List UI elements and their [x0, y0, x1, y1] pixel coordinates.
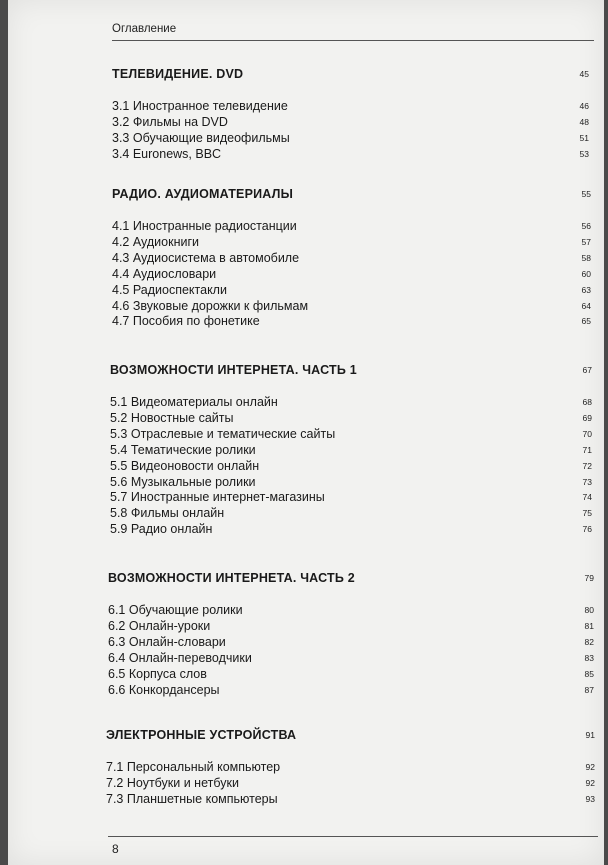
toc-item-label: 4.4 Аудиословари — [112, 266, 217, 281]
toc-item-label: 5.9 Радио онлайн — [110, 522, 213, 537]
toc-item-label: 5.2 Новостные сайты — [110, 410, 234, 425]
toc-item — [106, 759, 595, 775]
toc-item-label: 6.1 Обучающие ролики — [108, 603, 243, 617]
toc-item-label: 7.2 Ноутбуки и нетбуки — [106, 775, 239, 790]
toc-item — [112, 282, 591, 298]
footer-rule — [108, 836, 598, 837]
chapter-page-number: 67 — [582, 365, 592, 375]
toc-item-label: 4.1 Иностранные радиостанции — [112, 219, 297, 233]
toc-item — [108, 650, 594, 666]
toc-item — [110, 394, 592, 410]
toc-item — [112, 218, 591, 234]
chapter-title: ЭЛЕКТРОННЫЕ УСТРОЙСТВА — [106, 728, 297, 742]
toc-item-label: 3.3 Обучающие видеофильмы — [112, 130, 290, 145]
chapter-entry — [106, 727, 595, 743]
toc-item-page-number: 75 — [582, 508, 592, 519]
toc-item — [110, 410, 592, 426]
toc-item-label: 4.6 Звуковые дорожки к фильмам — [112, 298, 309, 313]
chapter-page-number: 55 — [581, 189, 591, 199]
chapter-entry — [108, 570, 594, 586]
chapter-title: РАДИО. АУДИОМАТЕРИАЛЫ — [112, 187, 294, 201]
toc-item-page-number: 92 — [585, 777, 595, 788]
toc-item-page-number: 83 — [584, 652, 594, 663]
toc-item-page-number: 51 — [579, 132, 589, 143]
toc-item — [112, 114, 589, 130]
toc-item-page-number: 71 — [582, 444, 592, 455]
toc-item-page-number: 69 — [582, 412, 592, 423]
table-of-contents — [8, 0, 604, 865]
toc-item-page-number: 93 — [585, 793, 595, 804]
toc-item-label: 5.1 Видеоматериалы онлайн — [110, 395, 278, 409]
toc-item-page-number: 82 — [584, 636, 594, 647]
toc-item — [108, 602, 594, 618]
toc-item-label: 6.2 Онлайн-уроки — [108, 618, 211, 633]
toc-item-page-number: 73 — [582, 476, 592, 487]
toc-item-page-number: 65 — [581, 316, 591, 327]
chapter-entry — [112, 66, 589, 82]
toc-item-page-number: 80 — [584, 605, 594, 615]
toc-item — [110, 474, 592, 490]
toc-item-page-number: 72 — [582, 460, 592, 471]
toc-item — [110, 426, 592, 442]
toc-item-label: 5.3 Отраслевые и тематические сайты — [110, 426, 336, 441]
toc-item-label: 4.3 Аудиосистема в автомобиле — [112, 250, 300, 265]
chapter-page-number: 91 — [585, 730, 595, 740]
toc-item — [112, 146, 589, 162]
toc-item-label: 6.6 Конкордансеры — [108, 682, 220, 697]
toc-item — [108, 618, 594, 634]
toc-item-page-number: 92 — [585, 762, 595, 772]
toc-item-label: 6.5 Корпуса слов — [108, 666, 207, 681]
toc-item-label: 5.5 Видеоновости онлайн — [110, 458, 260, 473]
toc-item-label: 4.5 Радиоспектакли — [112, 282, 227, 297]
toc-item — [112, 98, 589, 114]
toc-item-label: 5.7 Иностранные интернет-магазины — [110, 490, 325, 505]
toc-item-label: 3.1 Иностранное телевидение — [112, 99, 288, 113]
toc-item — [112, 266, 591, 282]
toc-item — [110, 505, 592, 521]
toc-item-page-number: 70 — [582, 428, 592, 439]
toc-item — [110, 489, 592, 505]
toc-item — [110, 521, 592, 537]
toc-item — [112, 234, 591, 250]
toc-item-label: 6.3 Онлайн-словари — [108, 634, 226, 649]
toc-item-label: 3.4 Euronews, BBC — [112, 146, 222, 161]
chapter-title: ВОЗМОЖНОСТИ ИНТЕРНЕТА. ЧАСТЬ 1 — [110, 363, 357, 377]
toc-item — [108, 666, 594, 682]
toc-item-label: 5.6 Музыкальные ролики — [110, 474, 256, 489]
toc-item — [112, 250, 591, 266]
chapter-page-number: 79 — [584, 573, 594, 583]
page-number: 8 — [112, 842, 119, 856]
chapter-title: ТЕЛЕВИДЕНИЕ. DVD — [112, 67, 244, 81]
toc-item — [108, 634, 594, 650]
toc-item — [108, 682, 594, 698]
toc-item-page-number: 85 — [584, 668, 594, 679]
toc-item-page-number: 57 — [581, 236, 591, 247]
toc-item-page-number: 48 — [579, 116, 589, 127]
toc-item-page-number: 58 — [581, 252, 591, 263]
book-page — [8, 0, 604, 865]
toc-item — [110, 458, 592, 474]
toc-item-page-number: 87 — [584, 684, 594, 695]
toc-item — [112, 130, 589, 146]
toc-item-page-number: 81 — [584, 620, 594, 631]
running-header: Оглавление — [112, 23, 177, 35]
toc-item — [106, 791, 595, 807]
toc-item-label: 4.7 Пособия по фонетике — [112, 314, 260, 329]
toc-item-page-number: 60 — [581, 268, 591, 279]
chapter-page-number: 45 — [579, 69, 589, 79]
toc-item-page-number: 74 — [582, 492, 592, 503]
toc-item-label: 7.1 Персональный компьютер — [106, 760, 281, 774]
toc-item-label: 5.4 Тематические ролики — [110, 442, 256, 457]
chapter-entry — [112, 186, 591, 202]
toc-item-page-number: 53 — [579, 148, 589, 159]
toc-item — [112, 313, 591, 329]
toc-item-label: 6.4 Онлайн-переводчики — [108, 650, 252, 665]
toc-item-label: 5.8 Фильмы онлайн — [110, 506, 225, 521]
toc-item — [106, 775, 595, 791]
toc-item-page-number: 64 — [581, 300, 591, 311]
toc-item-label: 7.3 Планшетные компьютеры — [106, 791, 278, 806]
chapter-entry — [110, 362, 592, 378]
toc-item-page-number: 76 — [582, 524, 592, 535]
toc-item-page-number: 63 — [581, 284, 591, 295]
toc-item-label: 3.2 Фильмы на DVD — [112, 114, 228, 129]
chapter-title: ВОЗМОЖНОСТИ ИНТЕРНЕТА. ЧАСТЬ 2 — [108, 571, 355, 585]
toc-item-page-number: 56 — [581, 221, 591, 231]
toc-item — [110, 442, 592, 458]
toc-item — [112, 298, 591, 314]
toc-item-page-number: 68 — [582, 397, 592, 407]
toc-item-page-number: 46 — [579, 101, 589, 111]
toc-item-label: 4.2 Аудиокниги — [112, 234, 200, 249]
